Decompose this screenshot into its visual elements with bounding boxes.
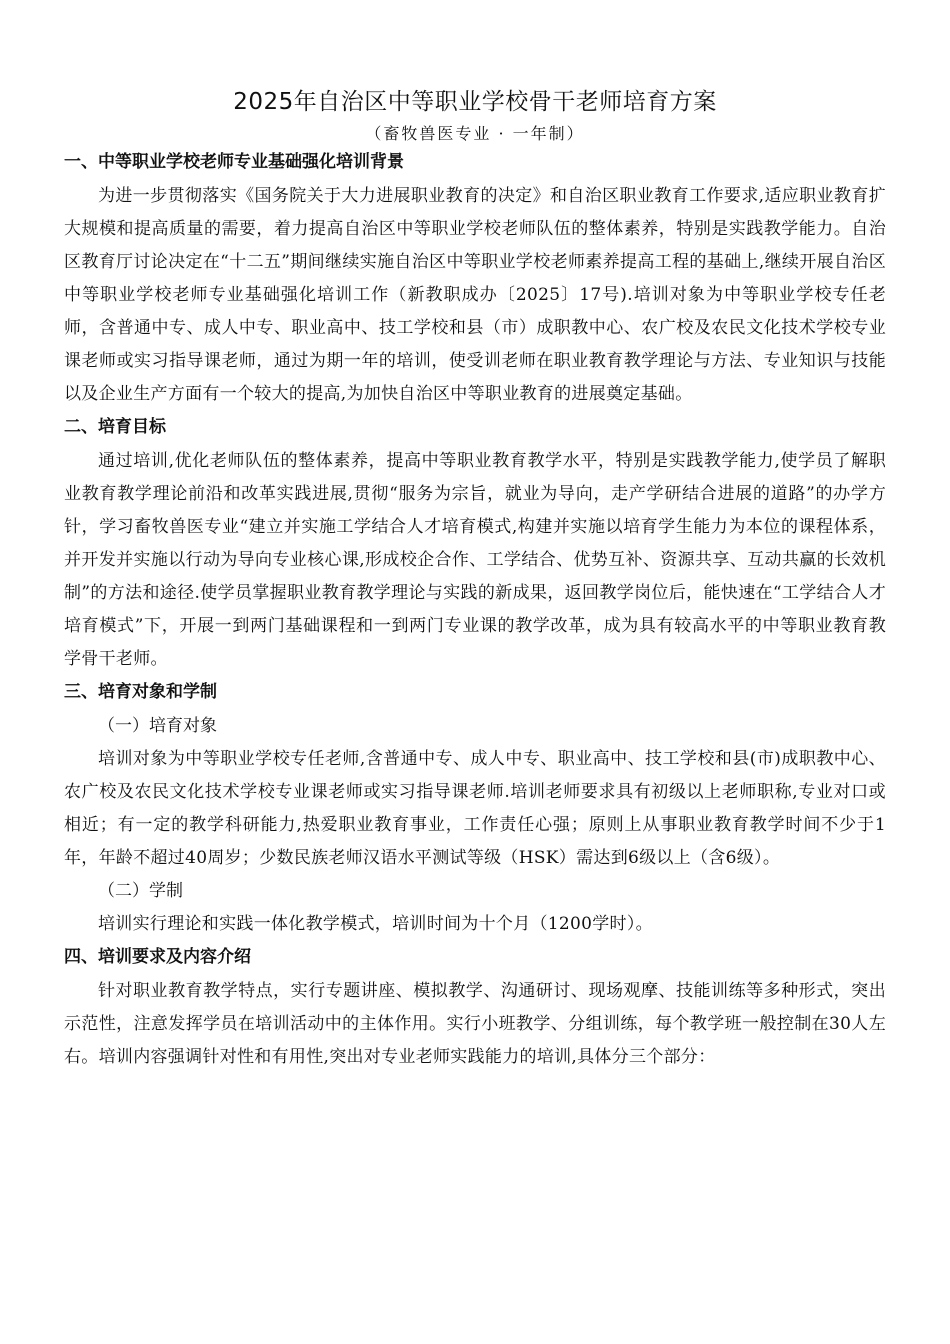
subheading-duration: （二）学制: [98, 881, 183, 901]
section-heading-background: 一、中等职业学校老师专业基础强化培训背景: [64, 152, 404, 172]
section-heading-targets: 三、培育对象和学制: [64, 682, 217, 702]
subheading-targets: （一）培育对象: [98, 716, 217, 736]
paragraph-requirements: 针对职业教育教学特点，实行专题讲座、模拟教学、沟通研讨、现场观摩、技能训练等多种形式，突出示范性，注意发挥学员在培训活动中的主体作用。实行小班教学、分组训练，每个教学班一般控制在30人左右。培训内容强调针对性和有用性,突出对专业老师实践能力的培训,具体分三个部分：: [64, 981, 886, 1067]
paragraph-background: 为进一步贯彻落实《国务院关于大力进展职业教育的决定》和自治区职业教育工作要求,适应职业教育扩大规模和提高质量的需要，着力提高自治区中等职业学校老师队伍的整体素养，特别是实践教学能力。自治区教育厅讨论决定在“十二五”期间继续实施自治区中等职业学校老师素养提高工程的基础上,继续开展自治区中等职业学校老师专业基础强化培训工作（新教职成办〔2025〕17号).培训对象为中等职业学校专任老师，含普通中专、成人中专、职业高中、技工学校和县（市）成职教中心、农广校及农民文化技术学校专业课老师或实习指导课老师，通过为期一年的培训，使受训老师在职业教育教学理论与方法、专业知识与技能以及企业生产方面有一个较大的提高,为加快自治区中等职业教育的进展奠定基础。: [64, 186, 886, 404]
document-title: 2025年自治区中等职业学校骨干老师培育方案: [233, 89, 717, 115]
section-heading-goals: 二、培育目标: [64, 417, 166, 437]
paragraph-duration: 培训实行理论和实践一体化教学模式，培训时间为十个月（1200学时）。: [98, 914, 653, 934]
section-heading-requirements: 四、培训要求及内容介绍: [64, 947, 251, 967]
paragraph-targets: 培训对象为中等职业学校专任老师,含普通中专、成人中专、职业高中、技工学校和县(市)成职教中心、农广校及农民文化技术学校专业课老师或实习指导课老师.培训老师要求具有初级以上老师职称,专业对口或相近；有一定的教学科研能力,热爱职业教育事业，工作责任心强；原则上从事职业教育教学时间不少于1年，年龄不超过40周岁；少数民族老师汉语水平测试等级（HSK）需达到6级以上（含6级）。: [64, 749, 886, 868]
paragraph-goals: 通过培训,优化老师队伍的整体素养，提高中等职业教育教学水平，特别是实践教学能力,使学员了解职业教育教学理论前沿和改革实践进展,贯彻“服务为宗旨，就业为导向，走产学研结合进展的道路”的办学方针，学习畜牧兽医专业“建立并实施工学结合人才培育模式,构建并实施以培育学生能力为本位的课程体系，并开发并实施以行动为导向专业核心课,形成校企合作、工学结合、优势互补、资源共享、互动共赢的长效机制”的方法和途径.使学员掌握职业教育教学理论与实践的新成果，返回教学岗位后，能快速在“工学结合人才培育模式”下，开展一到两门基础课程和一到两门专业课的教学改革，成为具有较高水平的中等职业教育教学骨干老师。: [64, 451, 886, 669]
document-subtitle: （畜牧兽医专业 · 一年制）: [365, 124, 585, 143]
